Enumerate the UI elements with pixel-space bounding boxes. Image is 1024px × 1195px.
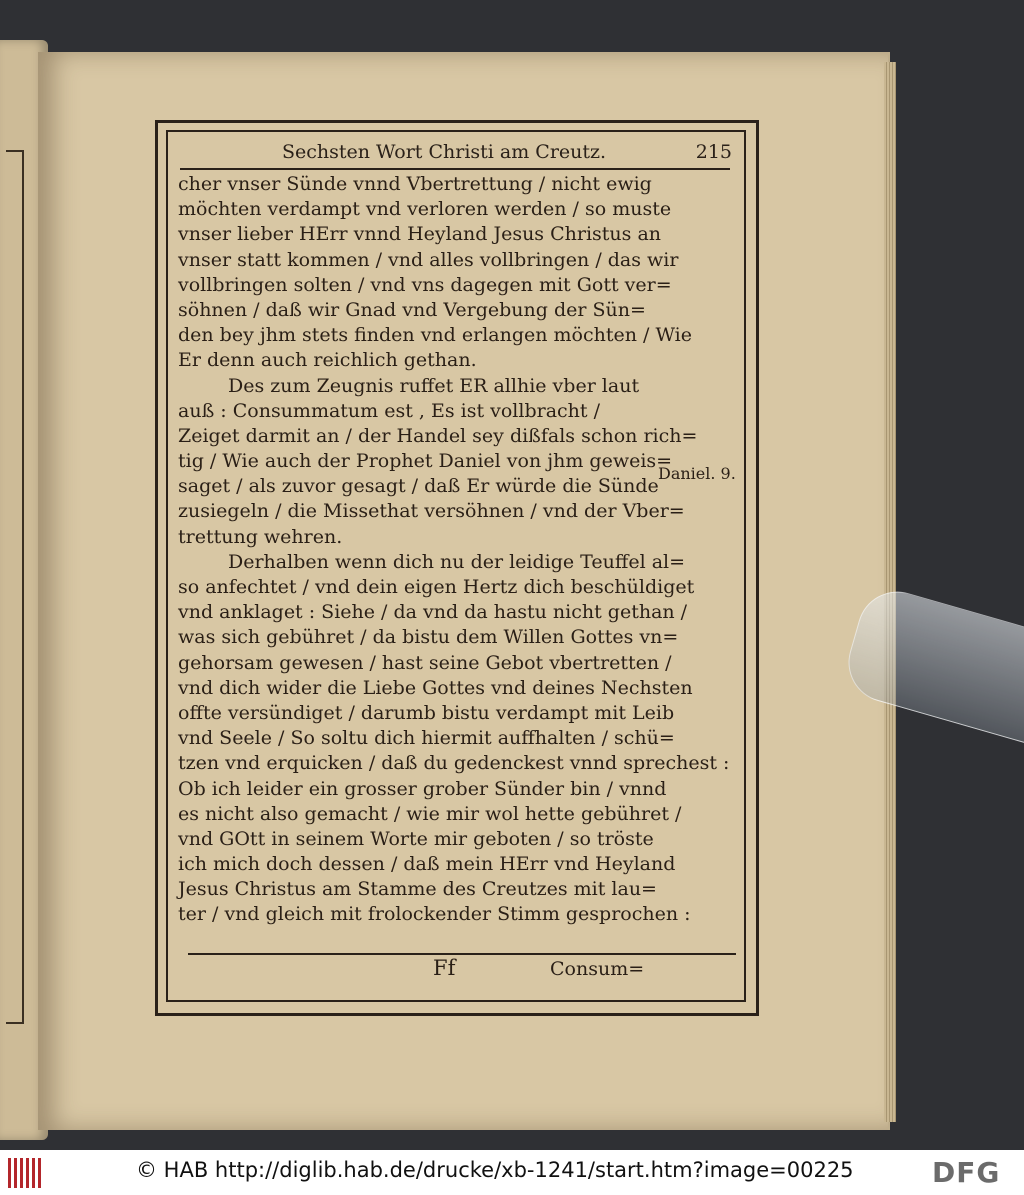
watermark-bar (0, 1150, 1024, 1195)
text-line: tzen vnd erquicken / daß du gedenckest vnnd sprechest : (178, 752, 730, 775)
text-line: was sich gebühret / da bistu dem Willen Gottes vn= (178, 626, 679, 649)
text-line: offte versündiget / darumb bistu verdampt mit Leib (178, 701, 675, 724)
hab-logo-icon (8, 1158, 46, 1188)
copyright-url: © HAB http://diglib.hab.de/drucke/xb-1241/start.htm?image=00225 (136, 1158, 854, 1182)
text-line: es nicht also gemacht / wie mir wol hette gebühret / (178, 802, 682, 825)
text-line: tig / Wie auch der Prophet Daniel von jhm geweis= (178, 450, 673, 473)
text-line: söhnen / daß wir Gnad vnd Vergebung der Sün= (178, 298, 646, 321)
text-line: vnser lieber HErr vnnd Heyland Jesus Christus an (178, 223, 662, 246)
text-line: Derhalben wenn dich nu der leidige Teuffel al= (228, 550, 686, 573)
text-line: Ob ich leider ein grosser grober Sünder bin / vnnd (178, 777, 667, 800)
body-text (178, 172, 734, 928)
page-number: 215 (695, 141, 732, 163)
text-line: vnd anklaget : Siehe / da vnd da hastu nicht gethan / (178, 601, 688, 624)
text-line: vnd Seele / So soltu dich hiermit auffhalten / schü= (178, 727, 675, 750)
text-line: ter / vnd gleich mit frolockender Stimm gesprochen : (178, 903, 691, 926)
text-line: Er denn auch reichlich gethan. (178, 349, 477, 372)
text-line: zusiegeln / die Missethat versöhnen / vnd der Vber= (178, 500, 685, 523)
text-line: vollbringen solten / vnd vns dagegen mit Gott ver= (178, 273, 672, 296)
text-line: den bey jhm stets finden vnd erlangen möchten / Wie (178, 324, 692, 347)
text-line: möchten verdampt vnd verloren werden / so muste (178, 198, 672, 221)
margin-note: Daniel. 9. (658, 464, 736, 483)
footer-rule (188, 953, 736, 955)
signature-mark: Ff (433, 956, 456, 980)
text-line: Zeiget darmit an / der Handel sey dißfals schon rich= (178, 424, 698, 447)
text-line: vnd GOtt in seinem Worte mir geboten / so tröste (178, 827, 654, 850)
text-line: so anfechtet / vnd dein eigen Hertz dich beschüldiget (178, 576, 695, 598)
text-line: auß : Consummatum est , Es ist vollbracht / (178, 399, 600, 422)
facing-page-frame (6, 150, 24, 1024)
running-title: Sechsten Wort Christi am Creutz. (282, 141, 607, 163)
running-header (168, 141, 740, 169)
catchword: Consum= (550, 958, 645, 980)
text-line: gehorsam gewesen / hast seine Gebot vbertretten / (178, 651, 672, 674)
text-line: Des zum Zeugnis ruffet ER allhie vber laut (228, 374, 640, 397)
text-line: saget / als zuvor gesagt / daß Er würde die Sünde (178, 475, 659, 498)
text-line: Jesus Christus am Stamme des Creutzes mit lau= (178, 878, 657, 901)
text-line: vnd dich wider die Liebe Gottes vnd deines Nechsten (178, 676, 693, 699)
header-rule (180, 168, 730, 170)
text-line: cher vnser Sünde vnnd Vbertrettung / nicht ewig (178, 173, 652, 195)
text-line: ich mich doch dessen / daß mein HErr vnd Heyland (178, 853, 676, 876)
text-line: trettung wehren. (178, 525, 343, 548)
dfg-logo: DFG (932, 1156, 1001, 1189)
text-line: vnser statt kommen / vnd alles vollbringen / das wir (178, 248, 679, 271)
